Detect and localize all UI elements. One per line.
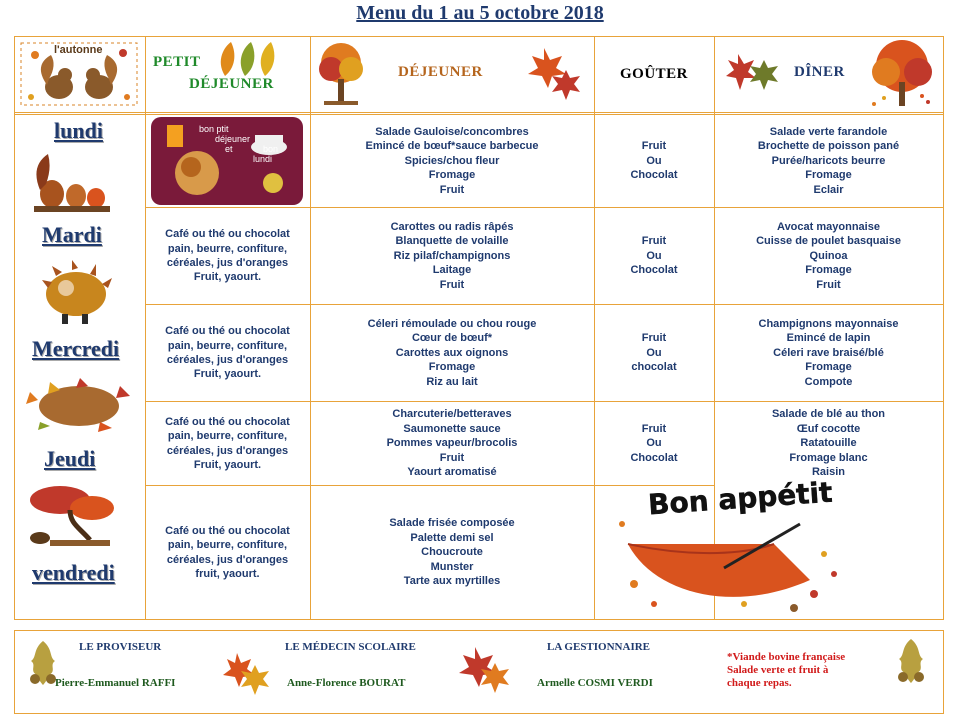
petit-dejeuner-cell [145, 402, 310, 485]
maple-leaves-icon [221, 651, 273, 697]
header-gouter-label: GOÛTER [619, 65, 688, 82]
leaves-icon [215, 40, 275, 80]
day-label-mercredi: Mercredi [32, 336, 120, 361]
menu-table [14, 36, 944, 620]
menu-item: Cœur de bœuf* [411, 332, 493, 345]
autumn-tree-icon [864, 38, 940, 110]
diner-cell [714, 305, 943, 401]
menu-item: Pommes vapeur/brocolis [386, 437, 518, 450]
menu-item: Fruit, yaourt. [193, 458, 262, 471]
menu-item: Fromage [805, 169, 852, 182]
dejeuner-cell [310, 305, 594, 401]
menu-item: Laitage [432, 264, 472, 277]
menu-item: Ou [646, 154, 662, 167]
menu-item: Cuisse de poulet basquaise [756, 235, 901, 248]
diner-cell [714, 208, 943, 304]
maple-leaves-icon [524, 44, 584, 104]
gouter-cell [594, 402, 714, 485]
diner-cell [714, 402, 943, 485]
day-label-vendredi: vendredi [32, 560, 115, 585]
menu-item: pain, beurre, confiture, [167, 430, 288, 443]
maple-leaves-icon [455, 645, 515, 695]
diner-cell [714, 116, 943, 206]
menu-item: Fruit, yaourt. [193, 368, 262, 381]
grid-line [14, 114, 944, 115]
bonsai-tree-icon [20, 480, 130, 550]
menu-item: Fromage blanc [789, 451, 868, 464]
menu-item: Munster [430, 560, 474, 573]
leaf-pile-icon [20, 372, 138, 434]
grid-line [943, 36, 944, 620]
logo-text: l'autonne [54, 44, 103, 56]
autumn-logo [14, 36, 145, 112]
menu-item: Salade frisée composée [389, 517, 515, 530]
menu-item: Fruit [641, 422, 667, 435]
menu-item-text: Emincé de bœuf*sauce barbecue [365, 140, 539, 153]
breakfast-card-line: déjeuner [215, 134, 251, 144]
menu-item: Yaourt aromatisé [407, 466, 497, 479]
menu-item: Chocolat [630, 264, 678, 277]
menu-item: Compote [804, 375, 853, 388]
breakfast-card [147, 116, 308, 206]
header-dejeuner [310, 36, 594, 112]
menu-item: Spicies/chou fleur [404, 154, 500, 167]
footnote-line: chaque repas. [727, 677, 792, 689]
menu-item: Salade Gauloise/concombres [375, 125, 529, 138]
squirrel-family-icon [32, 144, 112, 214]
leaves-icon [724, 50, 784, 100]
footnote-line: Salade verte et fruit à [727, 664, 829, 676]
gouter-cell [594, 208, 714, 304]
oak-leaf-icon [893, 637, 929, 685]
menu-item: Ratatouille [800, 437, 857, 450]
menu-item: pain, beurre, confiture, [167, 339, 288, 352]
header-petit-line1: PETIT [153, 54, 201, 70]
menu-item: pain, beurre, confiture, [167, 242, 288, 255]
menu-item: Carottes aux oignons [395, 346, 509, 359]
menu-item: Palette demi sel [410, 531, 494, 544]
menu-item: Fromage [428, 169, 476, 182]
dejeuner-cell [310, 486, 594, 619]
header-diner-label: DÎNER [794, 64, 845, 80]
header-diner [714, 36, 943, 112]
menu-item: Fruit [439, 183, 465, 196]
gouter-cell [594, 305, 714, 401]
dejeuner-cell [310, 208, 594, 304]
menu-item: Fromage [805, 264, 852, 277]
menu-item: céréales, jus d'oranges [166, 444, 289, 457]
menu-item: pain, beurre, confiture, [167, 539, 288, 552]
grid-line [14, 36, 15, 620]
menu-item: céréales, jus d'oranges [166, 257, 289, 269]
menu-item: Chocolat [630, 451, 678, 464]
menu-item [366, 139, 539, 153]
breakfast-card-line: bon ptit [199, 124, 229, 134]
grid-line [14, 112, 944, 113]
menu-item: Purée/haricots beurre [771, 154, 886, 167]
menu-item: Fruit [641, 235, 667, 248]
menu-item: Avocat mayonnaise [777, 220, 880, 233]
petit-dejeuner-cell [145, 208, 310, 304]
menu-item: fruit, yaourt. [195, 567, 260, 580]
menu-item: Café ou thé ou chocolat [165, 325, 290, 338]
proviseur-title: LE PROVISEUR [79, 641, 162, 653]
proviseur-name: Pierre-Emmanuel RAFFI [55, 677, 176, 689]
menu-item: Fruit [641, 140, 667, 153]
menu-item: Emincé de lapin [786, 332, 871, 345]
menu-item: Fruit [439, 451, 465, 464]
menu-item: Salade verte farandole [769, 125, 888, 138]
menu-item: Fromage [805, 361, 852, 374]
header-petit-dejeuner [145, 36, 310, 112]
menu-item: Saumonette sauce [403, 422, 501, 435]
menu-item: chocolat [631, 361, 677, 374]
medecin-title: LE MÉDECIN SCOLAIRE [285, 641, 416, 653]
day-label-mardi: Mardi [42, 222, 102, 247]
gouter-cell [594, 116, 714, 206]
menu-item: Œuf cocotte [796, 422, 861, 435]
menu-item: Eclair [813, 183, 844, 196]
header-petit-line2: DÉJEUNER [189, 76, 274, 92]
menu-item: Tarte aux myrtilles [403, 575, 501, 588]
signature-footer [14, 630, 944, 714]
menu-item: Fruit, yaourt. [193, 271, 262, 284]
footnote-line: *Viande bovine française [727, 651, 846, 663]
grid-line [14, 619, 944, 620]
menu-item: Riz pilaf/champignons [393, 249, 511, 262]
menu-item: Riz au lait [426, 375, 478, 388]
petit-dejeuner-cell [145, 486, 310, 619]
menu-item: Choucroute [421, 546, 483, 559]
menu-item: Café ou thé ou chocolat [165, 228, 290, 241]
breakfast-card-line: bon [263, 144, 279, 154]
menu-item: Fromage [428, 361, 476, 374]
menu-item: céréales, jus d'oranges [166, 354, 289, 366]
autumn-tree-icon [316, 39, 366, 109]
day-label-lundi: lundi [54, 118, 103, 143]
menu-item: Charcuterie/betteraves [392, 408, 512, 421]
day-label-jeudi: Jeudi [44, 446, 96, 471]
menu-item: Quinoa [809, 249, 848, 262]
breakfast-card-line: lundi [253, 154, 273, 164]
menu-item: Brochette de poisson pané [757, 140, 900, 153]
breakfast-card-line: et [225, 144, 233, 154]
bon-appetit-text: Bon appétit [647, 475, 834, 522]
menu-item: Fruit [641, 332, 667, 345]
dejeuner-cell [310, 116, 594, 206]
page-title: Menu du 1 au 5 octobre 2018 [356, 2, 604, 24]
menu-item: Ou [646, 249, 662, 262]
menu-item: Café ou thé ou chocolat [165, 524, 290, 537]
menu-item: Céleri rémoulade ou chou rouge [367, 317, 537, 330]
header-gouter [594, 36, 714, 112]
header-dejeuner-label: DÉJEUNER [398, 64, 483, 80]
petit-dejeuner-cell [145, 305, 310, 401]
menu-item: Chocolat [630, 169, 678, 182]
hedgehog-icon [36, 258, 116, 328]
menu-item: Raisin [811, 466, 845, 479]
menu-item: céréales, jus d'oranges [166, 553, 289, 566]
menu-item: Carottes ou radis râpés [390, 220, 514, 233]
dejeuner-cell [310, 402, 594, 485]
menu-item: Ou [646, 437, 662, 450]
footnote [727, 651, 845, 690]
gestionnaire-name: Armelle COSMI VERDI [537, 677, 653, 689]
menu-item: Ou [646, 346, 662, 359]
menu-item: Café ou thé ou chocolat [165, 415, 290, 428]
medecin-name: Anne-Florence BOURAT [287, 677, 406, 689]
breakfast-card-text [199, 124, 278, 164]
menu-item: Blanquette de volaille [395, 235, 509, 248]
menu-item: Salade de blé au thon [771, 408, 886, 421]
menu-item: Fruit [439, 278, 465, 291]
menu-item: Fruit [816, 278, 841, 291]
menu-item: Champignons mayonnaise [758, 317, 899, 330]
menu-item: Céleri rave braisé/blé [773, 346, 884, 359]
gestionnaire-title: LA GESTIONNAIRE [547, 641, 651, 653]
